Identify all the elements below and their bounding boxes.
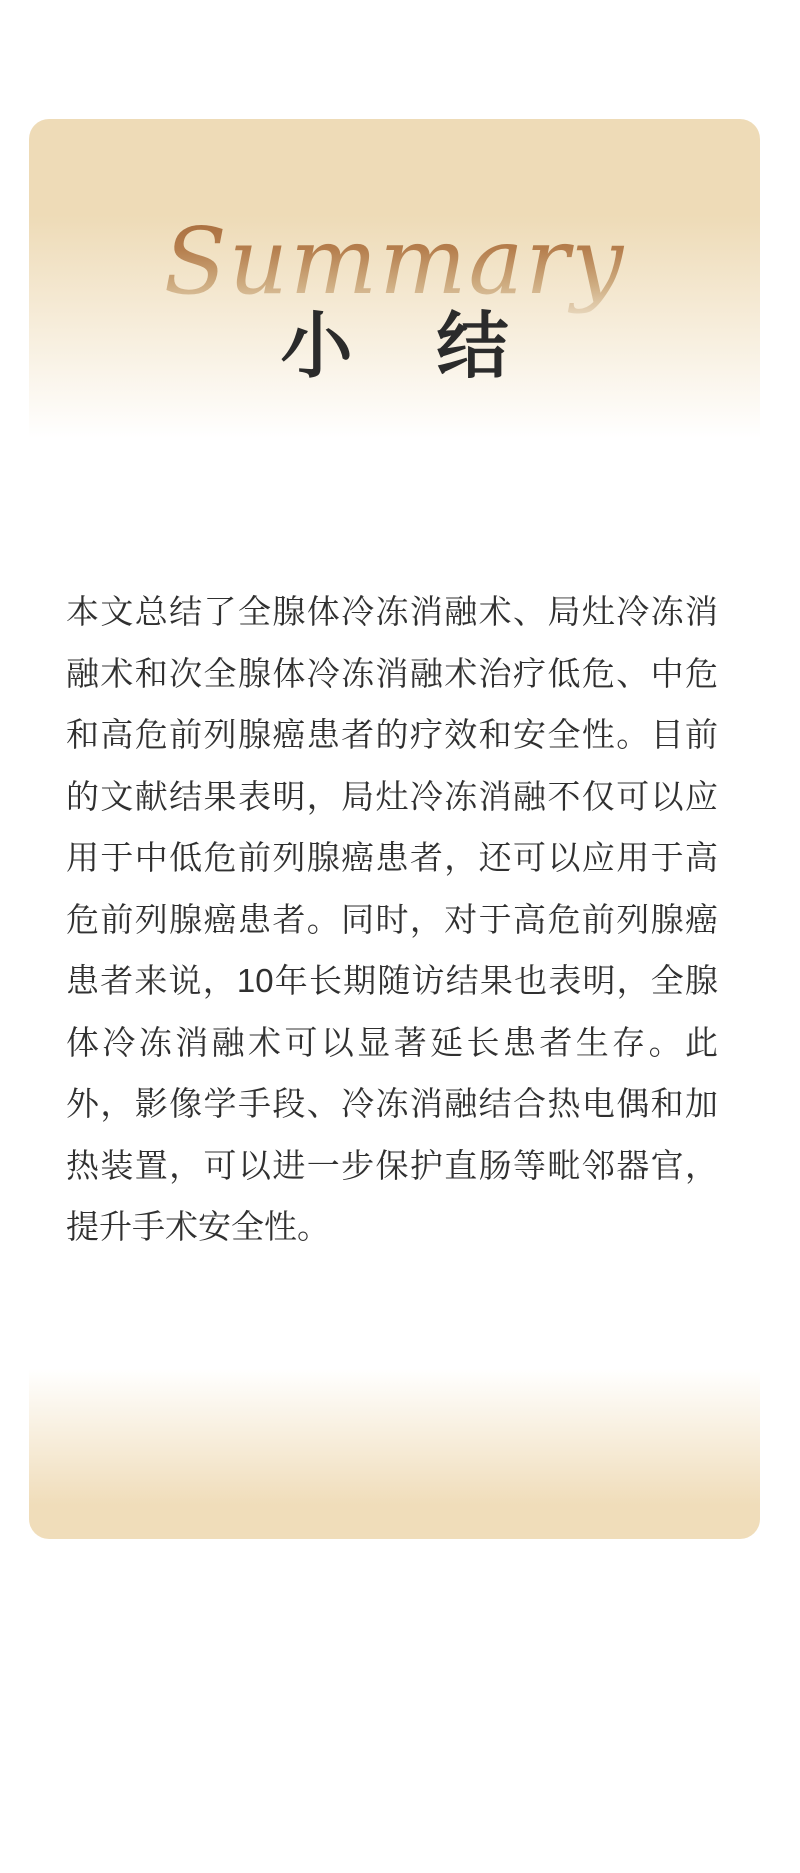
paragraph-line: 和高危前列腺癌患者的疗效和安全性。目前	[66, 716, 718, 753]
summary-paragraph	[66, 581, 718, 1258]
paragraph-line: 体冷冻消融术可以显著延长患者生存。此	[66, 1023, 718, 1061]
section-title-english: Summary	[29, 207, 760, 317]
summary-card	[29, 119, 760, 1539]
section-title-chinese: 小 结	[280, 307, 542, 387]
paragraph-line: 用于中低危前列腺癌患者，还可以应用于高	[66, 839, 718, 876]
paragraph-line: 外，影像学手段、冷冻消融结合热电偶和加	[66, 1085, 718, 1122]
paragraph-line: 融术和次全腺体冷冻消融术治疗低危、中危	[66, 654, 718, 692]
paragraph-line: 热装置，可以进一步保护直肠等毗邻器官，	[66, 1146, 718, 1184]
paragraph-line: 本文总结了全腺体冷冻消融术、局灶冷冻消	[66, 593, 718, 630]
paragraph-line: 提升手术安全性。	[66, 1208, 330, 1245]
paragraph-line: 危前列腺癌患者。同时，对于高危前列腺癌	[66, 900, 718, 938]
paragraph-line: 患者来说，10年长期随访结果也表明，全腺	[66, 962, 718, 999]
paragraph-line: 的文献结果表明，局灶冷冻消融不仅可以应	[66, 777, 718, 815]
